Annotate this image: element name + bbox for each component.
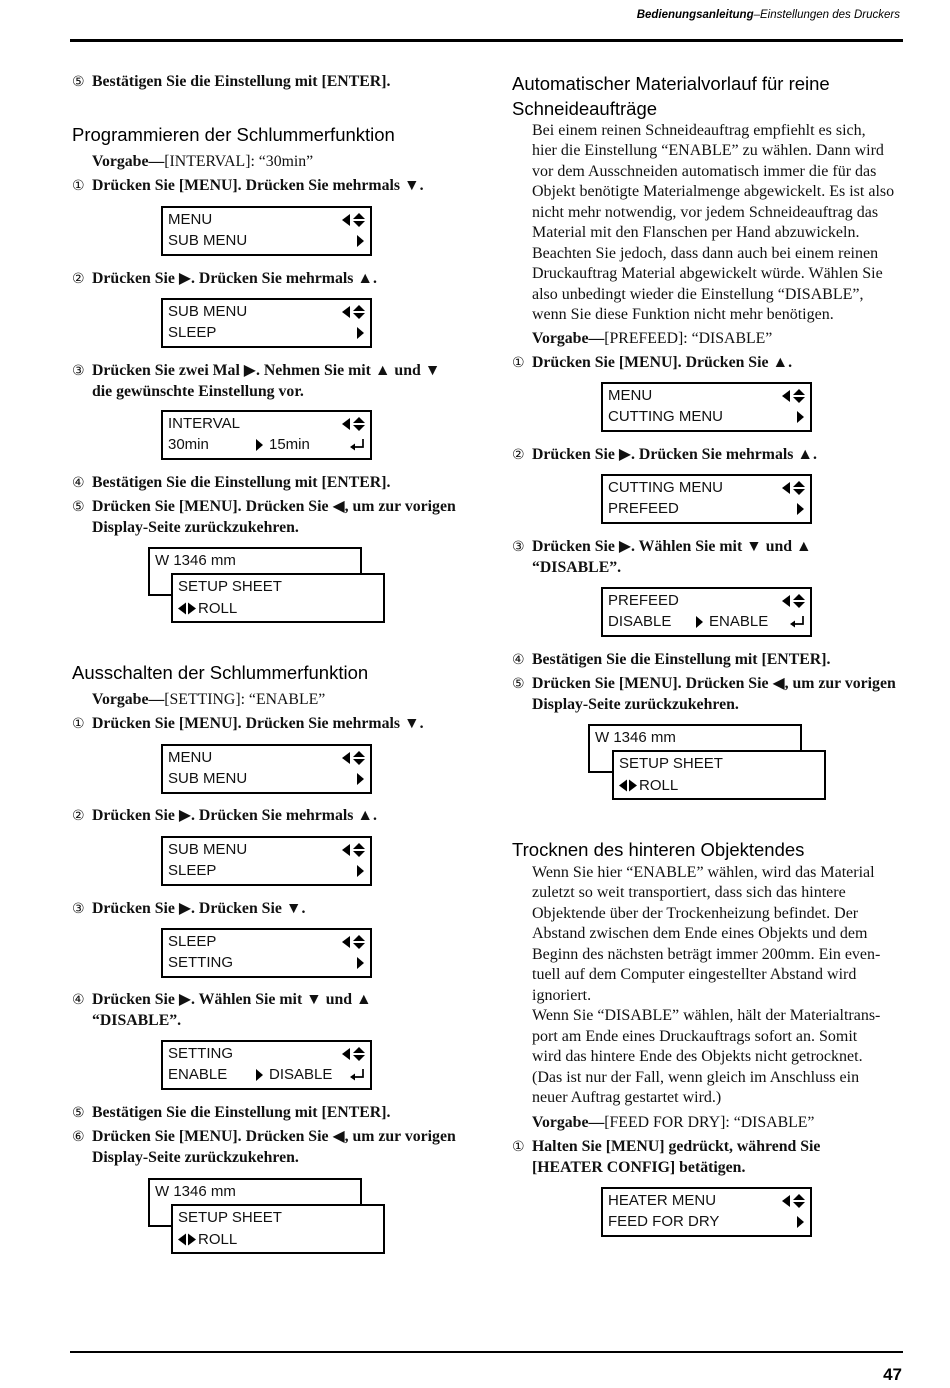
right-arrow-icon xyxy=(357,773,364,785)
section-heading-feed-for-dry: Trocknen des hinteren Objektendes xyxy=(512,839,805,860)
lcd-line-1: INTERVAL xyxy=(168,415,240,432)
left-updown-arrows-icon xyxy=(342,1047,366,1061)
lcd-line-2 xyxy=(178,598,237,618)
left-updown-arrows-icon xyxy=(342,843,366,857)
paragraph-line: Bei einem reinen Schneideauftrag empfiehlt es sich, xyxy=(532,122,866,139)
step-text: Bestätigen Sie die Einstellung mit [ENTER]. xyxy=(92,1104,391,1121)
step xyxy=(72,269,377,290)
left-updown-arrows-icon xyxy=(342,213,366,227)
paragraph-line: Abstand zwischen dem Ende eines Objekts und dem xyxy=(532,925,868,943)
lcd-line-2: SLEEP xyxy=(168,324,217,341)
step-text: Drücken Sie [MENU]. Drücken Sie mehrmals ▼. xyxy=(92,715,424,732)
default-value-line xyxy=(532,1113,814,1134)
step-text: Drücken Sie [MENU]. Drücken Sie ▲. xyxy=(532,354,793,371)
lcd-display xyxy=(161,1040,372,1090)
lcd-option-value: 15min xyxy=(269,436,310,453)
default-value: [FEED FOR DRY]: “DISABLE” xyxy=(604,1114,815,1131)
lcd-current-value: ENABLE xyxy=(168,1066,228,1083)
lcd-display xyxy=(601,382,812,432)
lcd-display xyxy=(161,744,372,794)
lcd-display xyxy=(601,587,812,637)
step-text: Display-Seite zurückzukehren. xyxy=(532,695,739,713)
step-number: ③ xyxy=(72,363,85,379)
step-number: ③ xyxy=(72,901,85,917)
header-manual-title: Bedienungsanleitung xyxy=(636,9,754,21)
lcd-display xyxy=(161,836,372,886)
right-arrow-icon xyxy=(256,1069,263,1081)
paragraph-line: zuletzt so weit transportiert, dass sich das hintere xyxy=(532,884,846,902)
running-header xyxy=(637,9,900,21)
paragraph-line: tuell auf dem Computer eingestellter Abstand wird xyxy=(532,966,857,984)
paragraph-line: vor dem Ausschneiden automatisch immer die für das xyxy=(532,162,877,180)
paragraph-line: Wenn Sie “DISABLE” wählen, hält der Materialtrans- xyxy=(532,1007,881,1025)
left-updown-arrows-icon xyxy=(342,751,366,765)
lcd-display-front xyxy=(171,1204,385,1254)
step-number: ⑥ xyxy=(72,1129,85,1145)
lcd-line-2: FEED FOR DRY xyxy=(608,1213,720,1230)
step-text: Drücken Sie [MENU]. Drücken Sie mehrmals ▼. xyxy=(92,177,424,194)
enter-icon xyxy=(350,439,365,451)
lcd-line-1: HEATER MENU xyxy=(608,1192,717,1209)
step-number: ③ xyxy=(512,539,525,555)
paragraph-line: Beachten Sie jedoch, dass dann auch bei einem reinen xyxy=(532,244,879,262)
paragraph-line: Beginn des nächsten beträgt immer 200mm. Ein even- xyxy=(532,945,881,963)
step-text: Bestätigen Sie die Einstellung mit [ENTER]. xyxy=(532,651,831,668)
paragraph-line: hier die Einstellung “ENABLE” zu wählen. Dann wird xyxy=(532,142,884,160)
step-text: Drücken Sie ▶. Drücken Sie ▼. xyxy=(92,900,306,917)
step-text: Drücken Sie [MENU]. Drücken Sie ◀, um zur vorigen xyxy=(532,675,896,692)
step-text: Bestätigen Sie die Einstellung mit [ENTER]. xyxy=(92,474,391,491)
step-number: ① xyxy=(512,355,525,371)
default-value: [INTERVAL]: “30min” xyxy=(164,153,314,170)
step xyxy=(72,714,424,735)
paragraph-line: Wenn Sie hier “ENABLE” wählen, wird das Material xyxy=(532,864,875,881)
lcd-line-2: SETTING xyxy=(168,954,234,971)
step xyxy=(72,176,424,197)
heading-line: Schneideaufträge xyxy=(512,98,658,119)
default-value-line xyxy=(532,329,772,350)
step-number: ⑤ xyxy=(72,74,85,90)
step xyxy=(72,361,440,402)
section-heading-sleep-disable: Ausschalten der Schlummerfunktion xyxy=(72,662,369,683)
lcd-line-1: SUB MENU xyxy=(168,841,248,858)
paragraph-line: Objekt benötigte Materialmenge abgewickelt. Es ist also xyxy=(532,183,895,201)
step-number: ① xyxy=(72,716,85,732)
left-right-arrows-icon xyxy=(178,1233,196,1246)
lcd-line-2-text: ROLL xyxy=(639,776,679,794)
step-text: Drücken Sie [MENU]. Drücken Sie ◀, um zur vorigen xyxy=(92,498,456,515)
lcd-line-2: CUTTING MENU xyxy=(608,408,723,425)
header-rule xyxy=(70,39,903,42)
right-arrow-icon xyxy=(797,411,804,423)
lcd-line-1: SETUP SHEET xyxy=(178,578,282,595)
paragraph-line: Druckauftrag Material abgewickelt würde. Wählen Sie xyxy=(532,265,883,283)
heading-line: Automatischer Materialvorlauf für reine xyxy=(512,73,830,94)
lcd-line-1: MENU xyxy=(608,387,653,404)
paragraph-line: ignoriert. xyxy=(532,986,592,1004)
step-text: Drücken Sie zwei Mal ▶. Nehmen Sie mit ▲ und ▼ xyxy=(92,362,441,379)
step-number: ② xyxy=(512,447,525,463)
default-value-line xyxy=(92,152,313,173)
left-updown-arrows-icon xyxy=(342,935,366,949)
step xyxy=(512,353,792,374)
lcd-line-2-text: ROLL xyxy=(198,1230,238,1248)
step-text: Halten Sie [MENU] gedrückt, während Sie xyxy=(532,1138,821,1155)
right-arrow-icon xyxy=(357,957,364,969)
step xyxy=(72,473,390,494)
lcd-display xyxy=(161,410,372,460)
lcd-width-readout: W 1346 mm xyxy=(595,729,676,746)
right-arrow-icon xyxy=(797,503,804,515)
lcd-line-2: SUB MENU xyxy=(168,770,248,787)
step xyxy=(72,990,372,1031)
left-updown-arrows-icon xyxy=(782,594,806,608)
default-label: Vorgabe— xyxy=(92,691,165,708)
section-heading-prefeed xyxy=(512,71,830,121)
step xyxy=(512,537,812,578)
left-right-arrows-icon xyxy=(178,602,196,615)
left-updown-arrows-icon xyxy=(342,417,366,431)
step xyxy=(512,445,817,466)
paragraph-line: port am Ende eines Druckauftrags sofort an. Somit xyxy=(532,1027,858,1045)
step xyxy=(72,1103,390,1124)
step xyxy=(512,650,830,671)
lcd-current-value: 30min xyxy=(168,436,209,453)
lcd-display xyxy=(601,1187,812,1237)
default-label: Vorgabe— xyxy=(532,330,605,347)
step xyxy=(72,899,305,920)
step-number: ④ xyxy=(512,652,525,668)
step-text: [HEATER CONFIG] betätigen. xyxy=(532,1158,746,1176)
paragraph-feed-for-dry xyxy=(532,863,880,1108)
step-text: Drücken Sie ▶. Drücken Sie mehrmals ▲. xyxy=(92,807,377,824)
step xyxy=(72,806,377,827)
paragraph-line: Objektende über der Trockenheizung befindet. Der xyxy=(532,904,859,922)
paragraph-line: nicht mehr notwendig, vor jedem Schneideauftrag das xyxy=(532,203,879,221)
default-label: Vorgabe— xyxy=(92,153,165,170)
right-arrow-icon xyxy=(357,235,364,247)
step xyxy=(72,497,456,538)
step-number: ④ xyxy=(72,475,85,491)
paragraph-line: wird das hintere Ende des Objekts nicht getrocknet. xyxy=(532,1048,863,1066)
lcd-line-2: PREFEED xyxy=(608,500,679,517)
step-text: “DISABLE”. xyxy=(532,558,622,576)
step-text: Display-Seite zurückzukehren. xyxy=(92,1148,299,1166)
lcd-line-1: SETTING xyxy=(168,1045,234,1062)
paragraph-line: wenn Sie diese Funktion nicht mehr benötigen. xyxy=(532,306,834,324)
step-text: Bestätigen Sie die Einstellung mit [ENTER]. xyxy=(92,73,391,90)
step-confirm-enter xyxy=(72,72,390,93)
right-arrow-icon xyxy=(256,439,263,451)
step-number: ⑤ xyxy=(72,1105,85,1121)
section-heading-sleep-program: Programmieren der Schlummerfunktion xyxy=(72,124,395,145)
lcd-width-readout: W 1346 mm xyxy=(155,552,236,569)
step-text: Display-Seite zurückzukehren. xyxy=(92,518,299,536)
lcd-line-2 xyxy=(619,775,678,795)
step-text: Drücken Sie ▶. Wählen Sie mit ▼ und ▲ xyxy=(92,991,372,1008)
lcd-line-1: MENU xyxy=(168,211,213,228)
lcd-line-2: SUB MENU xyxy=(168,232,248,249)
right-arrow-icon xyxy=(357,865,364,877)
lcd-line-1: SUB MENU xyxy=(168,303,248,320)
step-text: die gewünschte Einstellung vor. xyxy=(92,382,304,400)
lcd-line-1: PREFEED xyxy=(608,592,679,609)
paragraph-line: also unbedingt wieder die Einstellung “DISABLE”, xyxy=(532,285,864,303)
footer-rule xyxy=(70,1351,903,1353)
page-number: 47 xyxy=(883,1365,902,1384)
enter-icon xyxy=(350,1069,365,1081)
step-number: ① xyxy=(72,178,85,194)
left-updown-arrows-icon xyxy=(782,1194,806,1208)
left-right-arrows-icon xyxy=(619,779,637,792)
step xyxy=(512,674,896,715)
right-arrow-icon xyxy=(357,327,364,339)
right-arrow-icon xyxy=(797,1216,804,1228)
step-number: ② xyxy=(72,808,85,824)
step-number: ② xyxy=(72,271,85,287)
paragraph-line: (Das ist nur der Fall, wenn gleich im Anschluss ein xyxy=(532,1068,860,1086)
lcd-display-front xyxy=(171,573,385,623)
lcd-line-2-text: ROLL xyxy=(198,599,238,617)
left-updown-arrows-icon xyxy=(782,389,806,403)
left-updown-arrows-icon xyxy=(342,305,366,319)
lcd-line-1: MENU xyxy=(168,749,213,766)
step-text: “DISABLE”. xyxy=(92,1011,182,1029)
lcd-display xyxy=(161,206,372,256)
step-text: Drücken Sie ▶. Drücken Sie mehrmals ▲. xyxy=(92,270,377,287)
step-number: ① xyxy=(512,1139,525,1155)
header-section-title: –Einstellungen des Druckers xyxy=(753,9,900,21)
step-text: Drücken Sie ▶. Drücken Sie mehrmals ▲. xyxy=(532,446,817,463)
default-label: Vorgabe— xyxy=(532,1114,605,1131)
default-value: [SETTING]: “ENABLE” xyxy=(164,691,326,708)
lcd-line-1: SETUP SHEET xyxy=(619,755,723,772)
step-text: Drücken Sie ▶. Wählen Sie mit ▼ und ▲ xyxy=(532,538,812,555)
lcd-display xyxy=(161,928,372,978)
lcd-display xyxy=(601,474,812,524)
lcd-line-1: SETUP SHEET xyxy=(178,1209,282,1226)
lcd-line-2: SLEEP xyxy=(168,862,217,879)
step-number: ⑤ xyxy=(512,676,525,692)
lcd-display-front xyxy=(612,750,826,800)
lcd-line-1: SLEEP xyxy=(168,933,217,950)
paragraph-line: Material mit den Flanschen per Hand abzuwickeln. xyxy=(532,224,860,242)
lcd-width-readout: W 1346 mm xyxy=(155,1183,236,1200)
default-value-line xyxy=(92,690,325,711)
right-arrow-icon xyxy=(696,616,703,628)
step-number: ④ xyxy=(72,992,85,1008)
step-text: Drücken Sie [MENU]. Drücken Sie ◀, um zur vorigen xyxy=(92,1128,456,1145)
lcd-current-value: DISABLE xyxy=(608,613,672,630)
enter-icon xyxy=(790,616,805,628)
paragraph-prefeed xyxy=(532,121,894,326)
left-updown-arrows-icon xyxy=(782,481,806,495)
lcd-display xyxy=(161,298,372,348)
paragraph-line: neuer Auftrag gestartet wird.) xyxy=(532,1088,722,1106)
lcd-option-value: DISABLE xyxy=(269,1066,333,1083)
step xyxy=(72,1127,456,1168)
default-value: [PREFEED]: “DISABLE” xyxy=(604,330,773,347)
step xyxy=(512,1137,820,1178)
lcd-option-value: ENABLE xyxy=(709,613,769,630)
lcd-line-1: CUTTING MENU xyxy=(608,479,723,496)
lcd-line-2 xyxy=(178,1229,237,1249)
step-number: ⑤ xyxy=(72,499,85,515)
